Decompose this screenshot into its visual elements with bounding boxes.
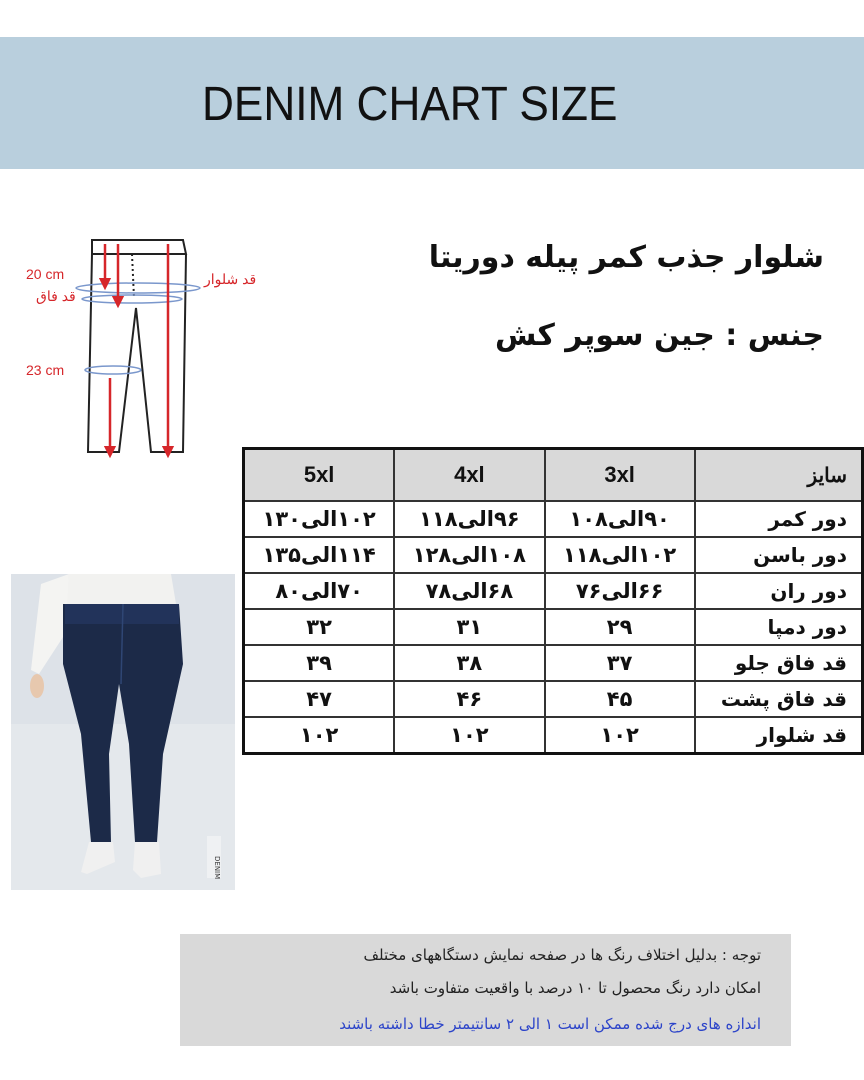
- table-cell: ۷۰الی۸۰: [244, 573, 395, 609]
- table-cell: ۳۱: [394, 609, 544, 645]
- disclaimer-note: [180, 934, 791, 1046]
- table-row: [244, 573, 863, 609]
- row-label: دور باسن: [695, 537, 863, 573]
- table-cell: ۱۰۲: [545, 717, 695, 754]
- waist-measure-label: 20 cm: [26, 266, 65, 282]
- table-cell: ۹۰الی۱۰۸: [545, 501, 695, 537]
- row-label: دور ران: [695, 573, 863, 609]
- size-header-4xl: 4xl: [394, 449, 544, 502]
- size-table: [242, 447, 864, 755]
- table-cell: ۳۲: [244, 609, 395, 645]
- pants-diagram: [20, 228, 280, 460]
- table-cell: ۶۶الی۷۶: [545, 573, 695, 609]
- table-cell: ۳۸: [394, 645, 544, 681]
- jeans-model-image: [11, 574, 235, 890]
- table-cell: ۱۰۸الی۱۲۸: [394, 537, 544, 573]
- row-label: دور کمر: [695, 501, 863, 537]
- table-cell: ۳۷: [545, 645, 695, 681]
- product-name: شلوار جذب کمر پیله دوریتا: [428, 240, 824, 275]
- size-header-label: سایز: [695, 449, 863, 502]
- table-row: [244, 717, 863, 754]
- row-label: قد فاق جلو: [695, 645, 863, 681]
- pants-outline-icon: [20, 228, 280, 460]
- note-line-1: توجه : بدلیل اختلاف رنگ ها در صفحه نمایش دستگاههای مختلف: [363, 946, 761, 964]
- note-line-2: امکان دارد رنگ محصول تا ۱۰ درصد با واقعیت متفاوت باشد: [389, 979, 761, 997]
- table-cell: ۴۶: [394, 681, 544, 717]
- table-row: [244, 537, 863, 573]
- table-cell: ۶۸الی۷۸: [394, 573, 544, 609]
- header-banner: [0, 37, 864, 169]
- page-title: DENIM CHART SIZE: [202, 78, 618, 131]
- size-header-3xl: 3xl: [545, 449, 695, 502]
- table-cell: ۱۱۴الی۱۳۵: [244, 537, 395, 573]
- table-cell: ۳۹: [244, 645, 395, 681]
- table-row: [244, 645, 863, 681]
- table-row: [244, 681, 863, 717]
- table-cell: ۱۰۲الی۱۳۰: [244, 501, 395, 537]
- table-header-row: [244, 449, 863, 502]
- row-label: قد فاق پشت: [695, 681, 863, 717]
- brand-tag: DENIM: [213, 856, 221, 880]
- table-cell: ۴۵: [545, 681, 695, 717]
- row-label: قد شلوار: [695, 717, 863, 754]
- table-row: [244, 501, 863, 537]
- table-cell: ۱۰۲الی۱۱۸: [545, 537, 695, 573]
- table-cell: ۱۰۲: [244, 717, 395, 754]
- hem-measure-label: 23 cm: [26, 362, 65, 378]
- table-cell: ۴۷: [244, 681, 395, 717]
- table-row: [244, 609, 863, 645]
- rise-label: قد فاق: [36, 288, 76, 304]
- note-line-3: اندازه های درج شده ممکن است ۱ الی ۲ سانتیمتر خطا داشته باشند: [339, 1015, 761, 1033]
- row-label: دور دمپا: [695, 609, 863, 645]
- table-cell: ۹۶الی۱۱۸: [394, 501, 544, 537]
- size-header-5xl: 5xl: [244, 449, 395, 502]
- table-cell: ۲۹: [545, 609, 695, 645]
- model-photo: [11, 574, 235, 890]
- table-cell: ۱۰۲: [394, 717, 544, 754]
- length-label: قد شلوار: [204, 271, 257, 287]
- product-material: جنس : جین سوپر کش: [494, 318, 824, 353]
